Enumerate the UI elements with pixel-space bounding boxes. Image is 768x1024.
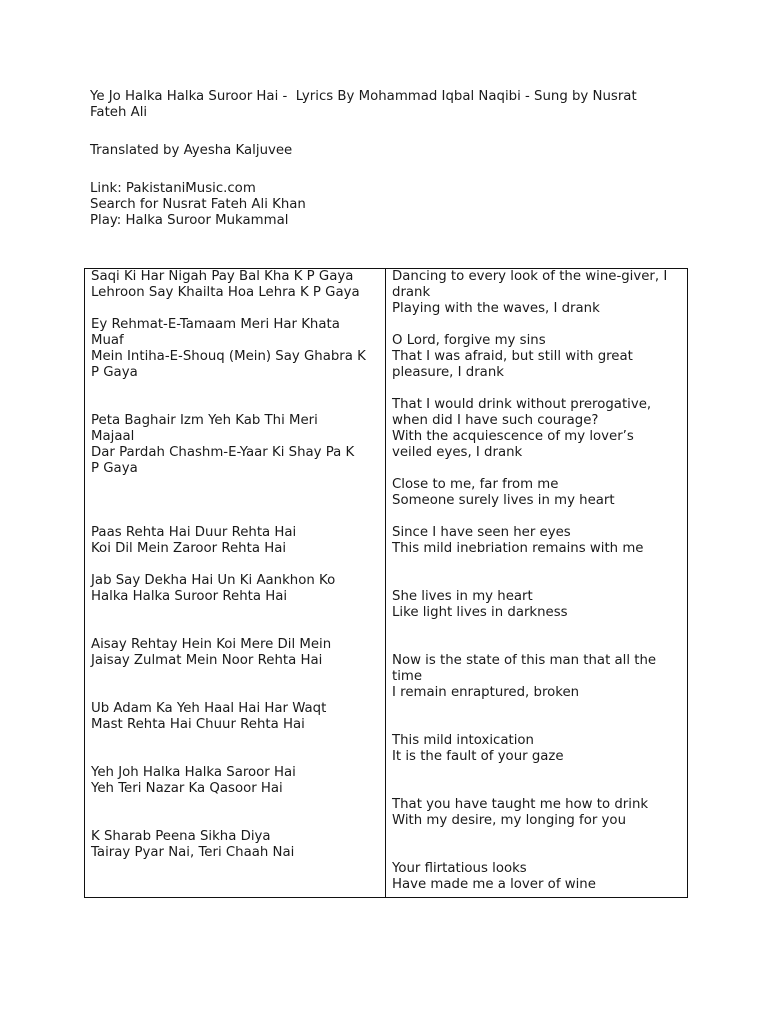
translation-line: drank <box>392 285 431 300</box>
original-line: P Gaya <box>91 365 138 380</box>
original-line: Halka Halka Suroor Rehta Hai <box>91 589 288 604</box>
original-line: Koi Dil Mein Zaroor Rehta Hai <box>91 541 287 556</box>
translation-line: Since I have seen her eyes <box>392 525 571 540</box>
original-line: Saqi Ki Har Nigah Pay Bal Kha K P Gaya <box>91 269 354 284</box>
play-instruction: Play: Halka Suroor Mukammal <box>90 213 289 228</box>
original-line: Yeh Teri Nazar Ka Qasoor Hai <box>91 781 283 796</box>
title-line-1: Ye Jo Halka Halka Suroor Hai - Lyrics By Mohammad Iqbal Naqibi - Sung by Nusrat <box>90 89 637 104</box>
original-line: Muaf <box>91 333 124 348</box>
translation-line: That you have taught me how to drink <box>392 797 649 812</box>
translation-line: Dancing to every look of the wine-giver, I <box>392 269 668 284</box>
translation-line: Now is the state of this man that all the <box>392 653 657 668</box>
translation-line: Close to me, far from me <box>392 477 559 492</box>
translation-line: Someone surely lives in my heart <box>392 493 615 508</box>
translation-line: veiled eyes, I drank <box>392 445 523 460</box>
translation-line: Playing with the waves, I drank <box>392 301 600 316</box>
original-line: Tairay Pyar Nai, Teri Chaah Nai <box>91 845 295 860</box>
original-line: Dar Pardah Chashm-E-Yaar Ki Shay Pa K <box>91 445 355 460</box>
original-lyrics-column <box>85 269 386 898</box>
original-line: Majaal <box>91 429 135 444</box>
translation-line: With my desire, my longing for you <box>392 813 626 828</box>
translation-line: when did I have such courage? <box>392 413 599 428</box>
translation-column <box>386 269 688 898</box>
original-line: Lehroon Say Khailta Hoa Lehra K P Gaya <box>91 285 360 300</box>
translation-line: O Lord, forgive my sins <box>392 333 546 348</box>
lyrics-table <box>84 268 688 898</box>
translation-line: This mild inebriation remains with me <box>392 541 644 556</box>
translation-line: I remain enraptured, broken <box>392 685 580 700</box>
translation-line: Like light lives in darkness <box>392 605 568 620</box>
document-header <box>90 89 680 229</box>
translation-line: She lives in my heart <box>392 589 533 604</box>
translation-line: Have made me a lover of wine <box>392 877 596 892</box>
translation-line: With the acquiescence of my lover’s <box>392 429 634 444</box>
original-line: Peta Baghair Izm Yeh Kab Thi Meri <box>91 413 318 428</box>
translator-credit: Translated by Ayesha Kaljuvee <box>90 143 293 158</box>
original-line: Mast Rehta Hai Chuur Rehta Hai <box>91 717 305 732</box>
translation-line: That I was afraid, but still with great <box>392 349 633 364</box>
original-line: Ub Adam Ka Yeh Haal Hai Har Waqt <box>91 701 327 716</box>
source-link: Link: PakistaniMusic.com <box>90 181 256 196</box>
original-line: Yeh Joh Halka Halka Saroor Hai <box>91 765 296 780</box>
original-line: K Sharab Peena Sikha Diya <box>91 829 271 844</box>
original-line: Jaisay Zulmat Mein Noor Rehta Hai <box>91 653 323 668</box>
translation-line: Your flirtatious looks <box>392 861 527 876</box>
original-line: Aisay Rehtay Hein Koi Mere Dil Mein <box>91 637 332 652</box>
translation-line: That I would drink without prerogative, <box>392 397 652 412</box>
translation-line: It is the fault of your gaze <box>392 749 564 764</box>
original-line: Paas Rehta Hai Duur Rehta Hai <box>91 525 297 540</box>
original-line: Mein Intiha-E-Shouq (Mein) Say Ghabra K <box>91 349 366 364</box>
translation-line: time <box>392 669 423 684</box>
translation-line: This mild intoxication <box>392 733 534 748</box>
title-line-2: Fateh Ali <box>90 105 148 120</box>
original-line: Jab Say Dekha Hai Un Ki Aankhon Ko <box>91 573 336 588</box>
search-instruction: Search for Nusrat Fateh Ali Khan <box>90 197 306 212</box>
original-line: P Gaya <box>91 461 138 476</box>
translation-line: pleasure, I drank <box>392 365 504 380</box>
original-line: Ey Rehmat-E-Tamaam Meri Har Khata <box>91 317 340 332</box>
